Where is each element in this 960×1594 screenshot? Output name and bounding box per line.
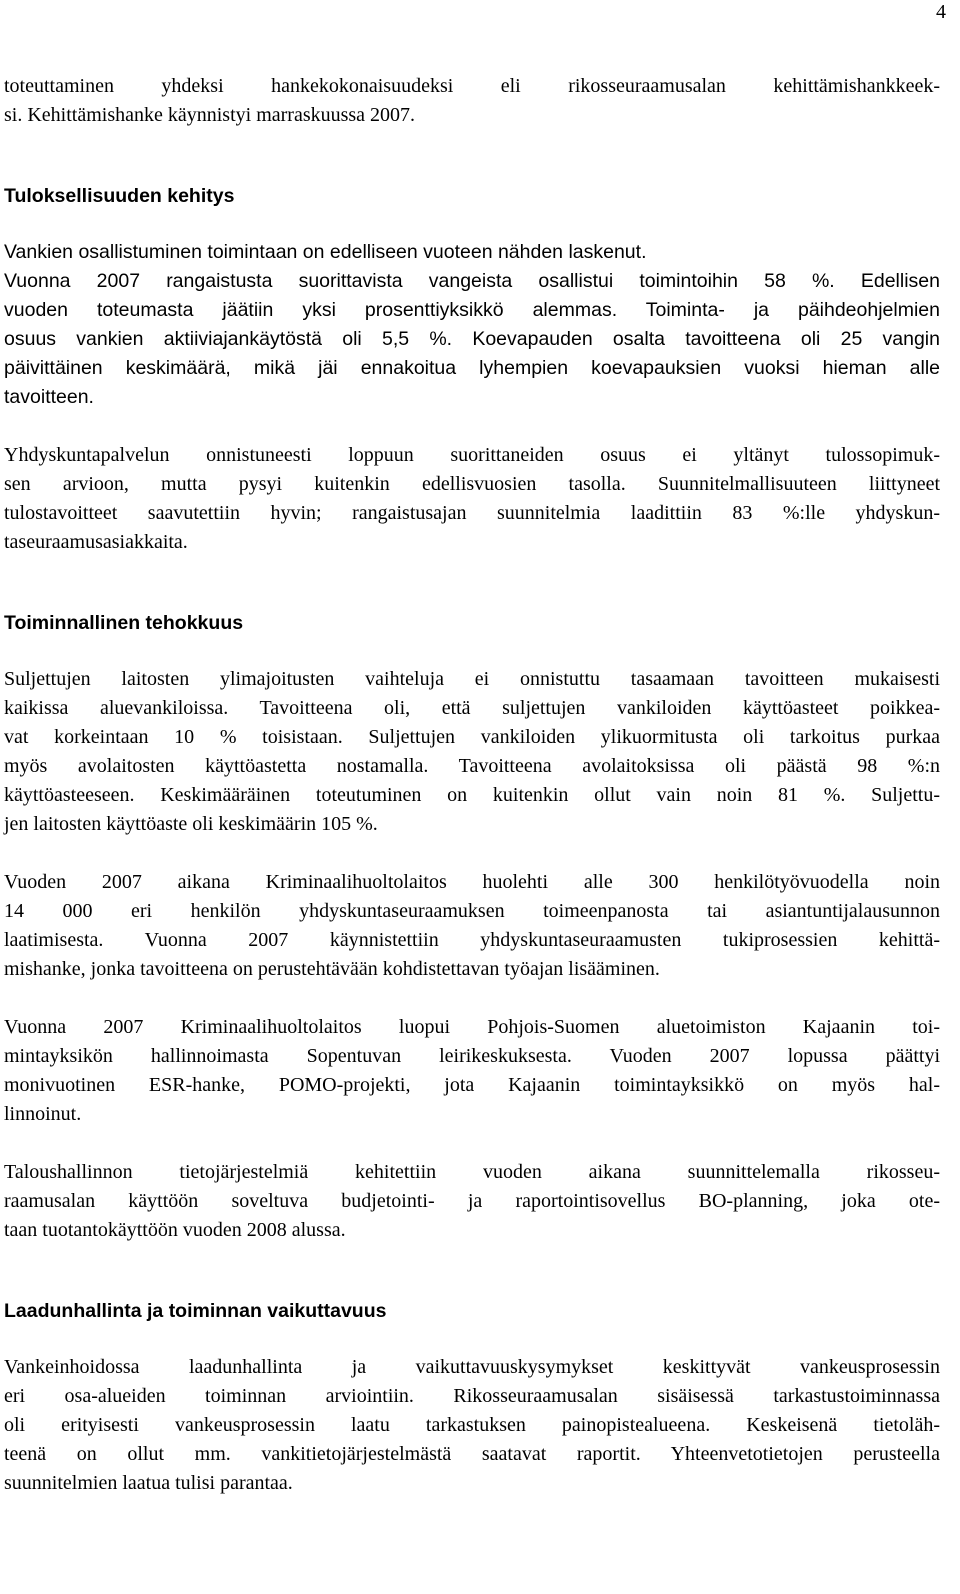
spacer [4,1326,940,1353]
text-line: eri osa-alueiden toiminnan arviointiin. Rikosseuraamusalan sisäisessä tarkastustoiminnassa [4,1385,940,1407]
text-line: käyttöasteeseen. Keskimääräinen toteutuminen on kuitenkin ollut vain noin 81 %. Suljettu- [4,784,940,806]
spacer [4,638,940,665]
paragraph [4,868,940,984]
text-line: si. Kehittämishanke käynnistyi marraskuussa 2007. [4,104,416,126]
text-line: tulostavoitteet saavutettiin hyvin; rangaistusajan suunnitelmia laadittiin 83 %:lle yhdyskun- [4,502,940,524]
paragraph [4,1158,940,1245]
paragraph [4,665,940,839]
spacer [4,1245,940,1297]
text-line: mintayksikön hallinnoimasta Sopentuvan leirikeskuksesta. Vuoden 2007 lopussa päättyi [4,1045,940,1067]
text-line: kaikissa aluevankiloissa. Tavoitteena oli, että suljettujen vankiloiden käyttöasteet poikkea- [4,697,940,719]
text-line: teenä on ollut mm. vankitietojärjestelmästä saatavat raportit. Yhteenvetotietojen perusteella [4,1443,940,1465]
text-line: toteuttaminen yhdeksi hankekokonaisuudeksi eli rikosseuraamusalan kehittämishankkeek- [4,75,940,97]
text-line: myös avolaitosten käyttöastetta nostamalla. Tavoitteena avolaitoksissa oli päästä 98 %:n [4,755,940,777]
spacer [4,211,940,238]
text-line: laatimisesta. Vuonna 2007 käynnistettiin yhdyskuntaseuraamusten tukiprosessien kehittä- [4,929,940,951]
text-line: sen arvioon, mutta pysyi kuitenkin edellisvuosien tasolla. Suunnitelmallisuuteen liittyneet [4,473,940,495]
paragraph [4,1013,940,1129]
text-line: Vuonna 2007 Kriminaalihuoltolaitos luopui Pohjois-Suomen aluetoimiston Kajaanin toi- [4,1016,940,1038]
text-line: Vankien osallistuminen toimintaan on edelliseen vuoteen nähden laskenut. [4,241,647,263]
document-body [4,72,940,1498]
text-line: Vuonna 2007 rangaistusta suorittavista vangeista osallistui toimintoihin 58 %. Edellisen [4,270,940,292]
text-line: vat korkeintaan 10 % toisistaan. Suljettujen vankiloiden ylikuormitusta oli tarkoitus purkaa [4,726,940,748]
section-heading: Laadunhallinta ja toiminnan vaikuttavuus [4,1300,387,1322]
text-line: Suljettujen laitosten ylimajoitusten vaihteluja ei onnistuttu tasaamaan tavoitteen mukaisesti [4,668,940,690]
spacer [4,984,940,1013]
text-line: tavoitteen. [4,386,94,408]
paragraph [4,238,940,412]
text-line: taan tuotantokäyttöön vuoden 2008 alussa. [4,1219,346,1241]
page-number: 4 [936,1,946,23]
spacer [4,557,940,609]
text-line: 14 000 eri henkilön yhdyskuntaseuraamuksen toimeenpanosta tai asiantuntijalausunnon [4,900,940,922]
text-line: mishanke, jonka tavoitteena on perustehtävään kohdistettavan työajan lisääminen. [4,958,660,980]
spacer [4,1129,940,1158]
text-line: vuoden toteumasta jäätiin yksi prosenttiyksikkö alemmas. Toiminta- ja päihdeohjelmien [4,299,940,321]
text-line: monivuotinen ESR-hanke, POMO-projekti, jota Kajaanin toimintayksikkö on myös hal- [4,1074,940,1096]
text-line: Yhdyskuntapalvelun onnistuneesti loppuun suorittaneiden osuus ei yltänyt tulossopimuk- [4,444,940,466]
text-line: linnoinut. [4,1103,82,1125]
text-line: suunnitelmien laatua tulisi parantaa. [4,1472,293,1494]
spacer [4,130,940,182]
spacer [4,839,940,868]
section-heading: Toiminnallinen tehokkuus [4,612,244,634]
spacer [4,412,940,441]
text-line: osuus vankien aktiiviajankäytöstä oli 5,5 %. Koevapauden osalta tavoitteena oli 25 vangin [4,328,940,350]
text-line: päivittäinen keskimäärä, mikä jäi ennakoitua lyhempien koevapauksien vuoksi hieman alle [4,357,940,379]
text-line: Vankeinhoidossa laadunhallinta ja vaikuttavuuskysymykset keskittyvät vankeusprosessin [4,1356,940,1378]
text-line: taseuraamusasiakkaita. [4,531,188,553]
section-heading: Tuloksellisuuden kehitys [4,185,235,207]
text-line: jen laitosten käyttöaste oli keskimäärin 105 %. [4,813,378,835]
paragraph [4,1353,940,1498]
paragraph [4,72,940,130]
text-line: oli erityisesti vankeusprosessin laatu tarkastuksen painopistealueena. Keskeisenä tietoläh- [4,1414,940,1436]
text-line: Taloushallinnon tietojärjestelmiä kehitettiin vuoden aikana suunnittelemalla rikosseu- [4,1161,940,1183]
text-line: raamusalan käyttöön soveltuva budjetointi- ja raportointisovellus BO-planning, joka ote- [4,1190,940,1212]
paragraph [4,441,940,557]
text-line: Vuoden 2007 aikana Kriminaalihuoltolaitos huolehti alle 300 henkilötyövuodella noin [4,871,940,893]
